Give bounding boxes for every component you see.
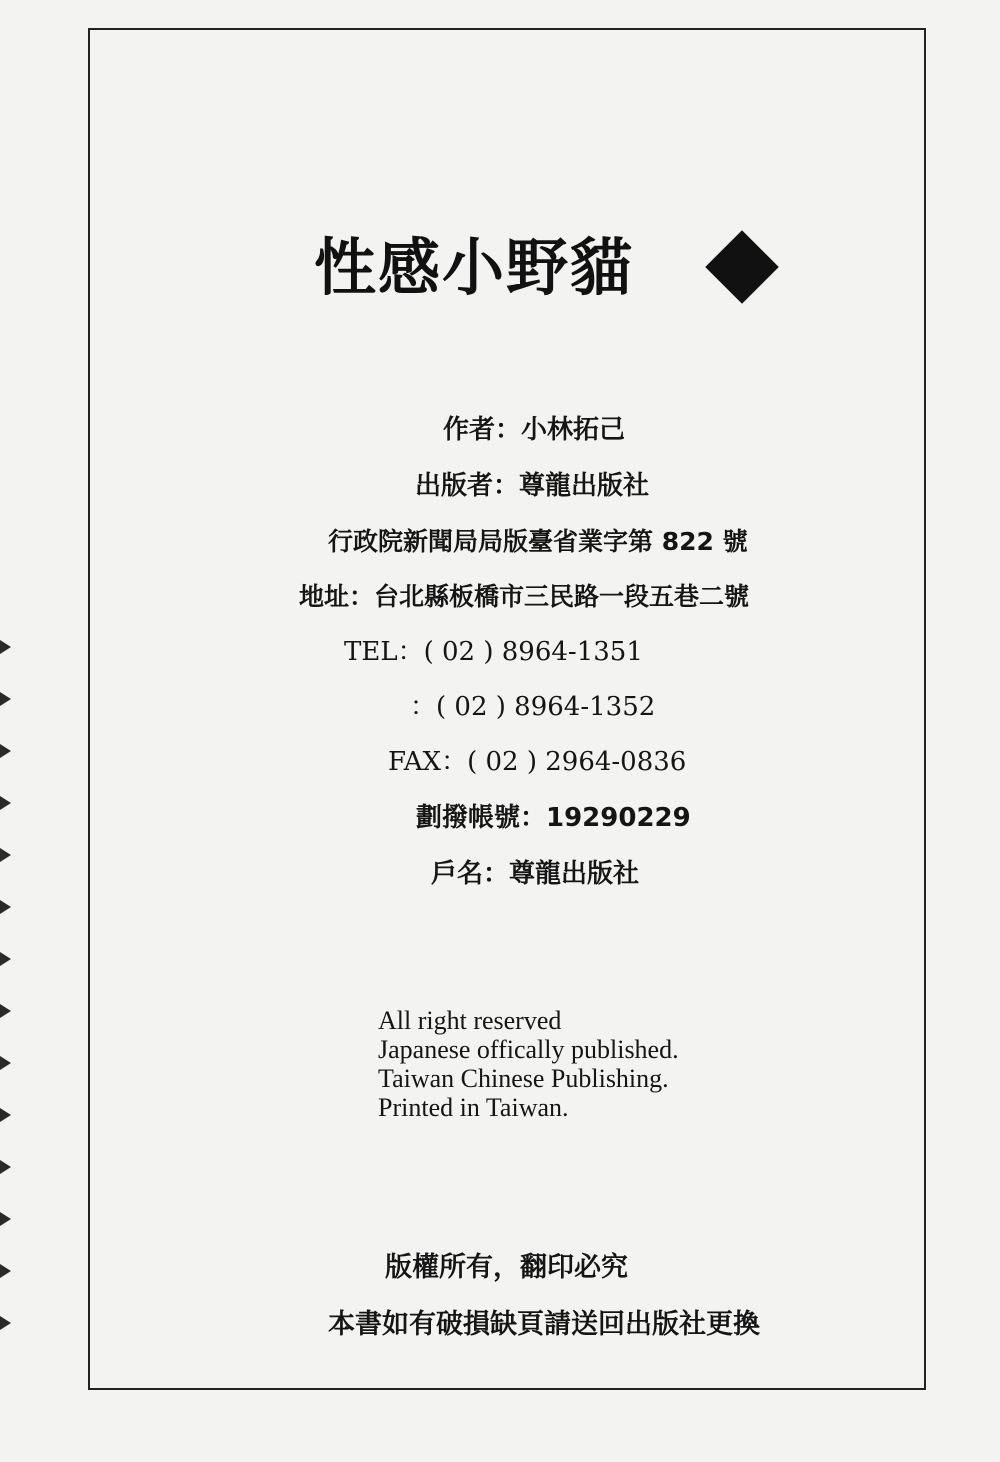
- address-line: 地址：台北縣板橋市三民路一段五巷二號: [299, 582, 750, 611]
- account-line: 劃撥帳號：19290229: [416, 803, 691, 833]
- english-line: Japanese offically published.: [378, 1035, 679, 1064]
- english-line: All right reserved: [378, 1006, 562, 1035]
- english-line: Taiwan Chinese Publishing.: [378, 1064, 669, 1093]
- damage-notice-line: 本書如有破損缺頁請送回出版社更換: [328, 1309, 760, 1340]
- author-line: 作者：小林拓己: [443, 415, 626, 445]
- book-title: 性感小野貓: [314, 231, 635, 304]
- binding-marks: [0, 640, 14, 1360]
- account-name-line: 戶名：尊龍出版社: [431, 859, 640, 889]
- english-notice: [378, 1006, 679, 1122]
- tel-line-2: ：( 02 ) 8964-1352: [410, 692, 656, 722]
- tel-line-1: TEL：( 02 ) 8964-1351: [344, 637, 643, 667]
- license-line: 行政院新聞局局版臺省業字第 822 號: [328, 527, 748, 556]
- english-line: Printed in Taiwan.: [378, 1093, 569, 1122]
- fax-line: FAX：( 02 ) 2964-0836: [388, 747, 687, 777]
- publisher-line: 出版者：尊龍出版社: [415, 471, 650, 501]
- copyright-line: 版權所有，翻印必究: [385, 1252, 628, 1283]
